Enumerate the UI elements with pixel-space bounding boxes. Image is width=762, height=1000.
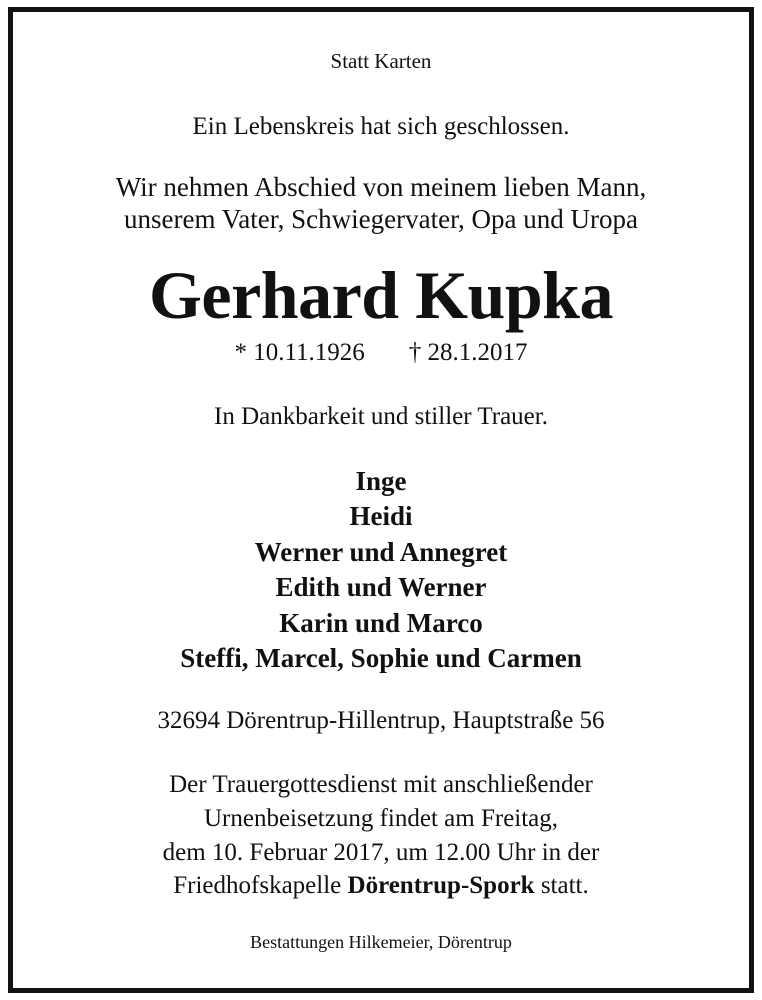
farewell-line-1: Wir nehmen Abschied von meinem lieben Mann, bbox=[115, 172, 647, 202]
birth-date: * 10.11.1926 bbox=[234, 339, 365, 366]
address-text: 32694 Dörentrup-Hillentrup, Hauptstraße 56 bbox=[157, 707, 605, 734]
farewell-line-2: unserem Vater, Schwiegervater, Opa und Uropa bbox=[124, 204, 638, 234]
family-member: Heidi bbox=[349, 501, 413, 531]
service-place: Dörentrup-Spork bbox=[347, 872, 535, 899]
family-member: Karin und Marco bbox=[279, 608, 483, 638]
family-member: Steffi, Marcel, Sophie und Carmen bbox=[180, 643, 582, 673]
undertaker-text: Bestattungen Hilkemeier, Dörentrup bbox=[250, 932, 512, 952]
deceased-name: Gerhard Kupka bbox=[149, 257, 613, 333]
service-line-2: Urnenbeisetzung findet am Freitag, bbox=[203, 805, 559, 832]
service-line-1: Der Trauergottesdienst mit anschließender bbox=[169, 771, 593, 798]
intro-text: Ein Lebenskreis hat sich geschlossen. bbox=[192, 113, 570, 140]
family-member: Werner und Annegret bbox=[254, 537, 508, 567]
service-line-4 bbox=[0, 873, 762, 898]
family-member: Edith und Werner bbox=[275, 572, 487, 602]
life-dates bbox=[0, 340, 762, 365]
family-member: Inge bbox=[355, 466, 407, 496]
service-line-3: dem 10. Februar 2017, um 12.00 Uhr in der bbox=[162, 839, 600, 866]
service-line-4-pre: Friedhofskapelle bbox=[173, 872, 348, 899]
mourning-text: In Dankbarkeit und stiller Trauer. bbox=[214, 403, 548, 430]
header-text: Statt Karten bbox=[330, 49, 432, 73]
service-line-4-post: statt. bbox=[534, 872, 589, 899]
death-date: † 28.1.2017 bbox=[408, 339, 528, 366]
